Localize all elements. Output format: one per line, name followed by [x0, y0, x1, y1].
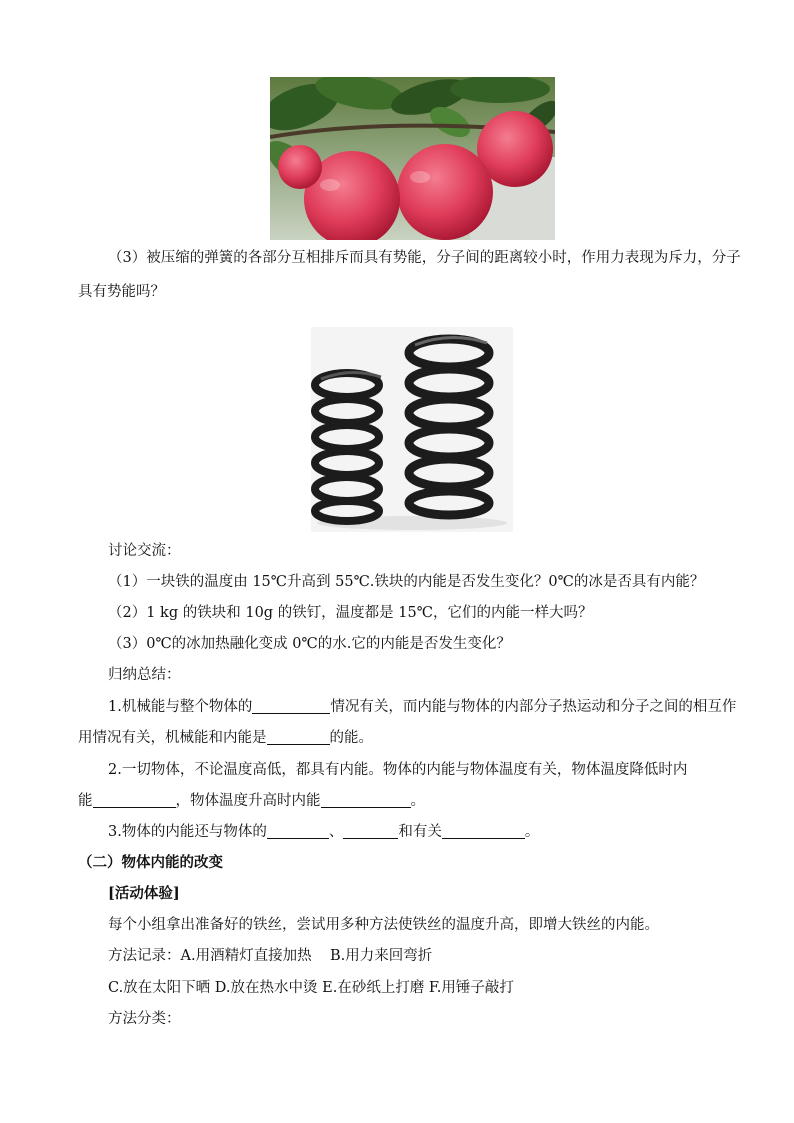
summary-3-pre: 3.物体的内能还与物体的 [108, 824, 267, 840]
blank-2[interactable] [267, 729, 330, 745]
summary-3-mid: 和有关 [398, 824, 442, 840]
method-record-2: C.放在太阳下晒 D.放在热水中烫 E.在砂纸上打磨 F.用锤子敲打 [108, 980, 514, 996]
summary-2-line-2-post: 。 [410, 793, 425, 809]
question-3-line-1: （3）被压缩的弹簧的各部分互相排斥而具有势能，分子间的距离较小时，作用力表现为斥力，分子 [108, 250, 741, 266]
discussion-title: 讨论交流： [108, 543, 181, 559]
blank-4[interactable] [321, 792, 411, 808]
summary-3-post: 。 [524, 824, 540, 840]
blank-7[interactable] [442, 823, 525, 839]
blank-3[interactable] [93, 792, 176, 808]
blank-1[interactable] [252, 698, 330, 714]
method-record: 方法记录：A.用酒精灯直接加热 B.用力来回弯折 [108, 948, 433, 964]
apple-illustration [270, 77, 555, 240]
summary-2-line-2 [78, 791, 425, 811]
activity-heading: [活动体验] [108, 885, 180, 902]
summary-1-line-2 [78, 728, 373, 748]
summary-1-line-1 [108, 697, 736, 717]
summary-1-line-2-post: 的能。 [329, 730, 373, 746]
apple-photo [270, 77, 555, 240]
summary-2-line-1: 2.一切物体，不论温度高低，都具有内能。物体的内能与物体温度有关，物体温度降低时内 [108, 762, 688, 778]
question-3-line-2: 具有势能吗？ [78, 284, 165, 300]
summary-2-line-2-mid: ，物体温度升高时内能 [175, 793, 321, 809]
summary-1-post: 情况有关，而内能与物体的内部分子热运动和分子之间的相互作 [330, 699, 737, 715]
summary-3 [108, 822, 539, 842]
springs-photo [311, 327, 513, 532]
discussion-item-3: （3）0℃的冰加热融化变成 0℃的水.它的内能是否发生变化？ [108, 636, 511, 652]
springs-illustration [311, 327, 513, 532]
summary-3-sep: 、 [328, 824, 344, 840]
activity-text: 每个小组拿出准备好的铁丝，尝试用多种方法使铁丝的温度升高，即增大铁丝的内能。 [108, 917, 659, 933]
summary-1-line-2-pre: 用情况有关，机械能和内能是 [78, 730, 267, 746]
blank-6[interactable] [343, 823, 398, 839]
summary-1-pre: 1.机械能与整个物体的 [108, 699, 253, 715]
method-classify: 方法分类： [108, 1011, 181, 1027]
summary-title: 归纳总结： [108, 667, 181, 683]
discussion-item-2: （2）1 kg 的铁块和 10g 的铁钉，温度都是 15℃，它们的内能一样大吗？ [108, 605, 593, 621]
summary-2-line-2-pre: 能 [78, 793, 93, 809]
section-heading: （二）物体内能的改变 [78, 854, 223, 871]
blank-5[interactable] [267, 823, 329, 839]
discussion-item-1: （1）一块铁的温度由 15℃升高到 55℃.铁块的内能是否发生变化？0℃的冰是否具有内能？ [108, 574, 705, 590]
